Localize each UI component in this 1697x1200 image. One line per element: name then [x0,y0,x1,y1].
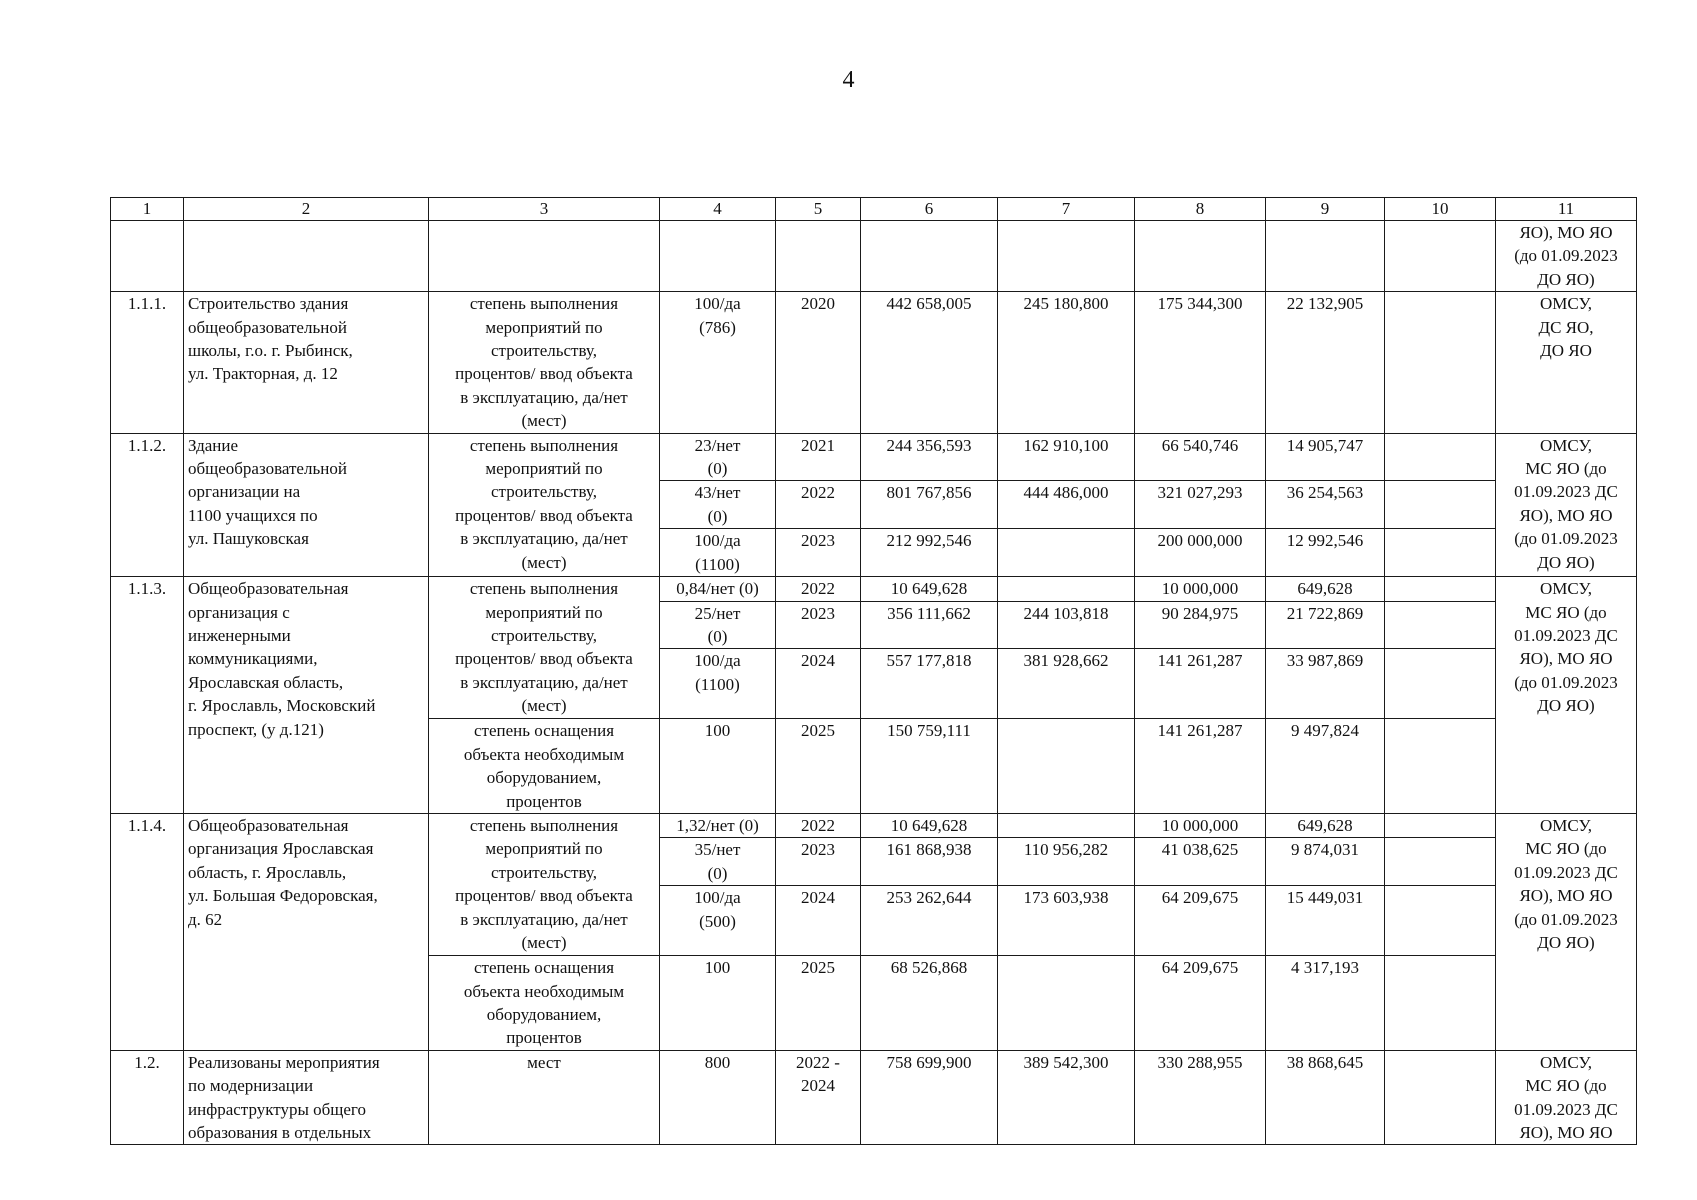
amount-cell [1385,956,1496,1051]
executor-cell: ОМСУ, МС ЯО (до 01.09.2023 ДС ЯО), МО ЯО (до 01.09.2023 ДО ЯО) [1496,577,1637,814]
col-header: 7 [998,198,1135,221]
year-cell: 2023 [776,838,861,886]
col-header: 3 [429,198,660,221]
col-header: 5 [776,198,861,221]
year-cell: 2020 [776,292,861,433]
amount-cell: 200 000,000 [1135,529,1266,577]
amount-cell [1385,433,1496,481]
amount-cell: 110 956,282 [998,838,1135,886]
amount-cell [1385,529,1496,577]
col-header: 9 [1266,198,1385,221]
amount-cell: 381 928,662 [998,649,1135,719]
amount-cell: 68 526,868 [861,956,998,1051]
item-number: 1.1.1. [111,292,184,433]
year-cell: 2025 [776,719,861,814]
amount-cell: 389 542,300 [998,1050,1135,1145]
item-name: Здание общеобразовательной организации на 1100 учащихся по ул. Пашуковская [184,433,429,576]
value-cell: 23/нет (0) [660,433,776,481]
value-cell: 0,84/нет (0) [660,577,776,601]
amount-cell: 245 180,800 [998,292,1135,433]
column-number-row [111,198,1637,221]
col-header: 4 [660,198,776,221]
indicator-cell: мест [429,1050,660,1145]
year-cell: 2022 [776,577,861,601]
amount-cell: 9 497,824 [1266,719,1385,814]
amount-cell [998,956,1135,1051]
amount-cell: 244 356,593 [861,433,998,481]
executor-cell: ОМСУ, МС ЯО (до 01.09.2023 ДС ЯО), МО ЯО [1496,1050,1637,1145]
indicator-cell: степень выполнения мероприятий по строительству, процентов/ ввод объекта в эксплуатацию, да/нет (мест) [429,577,660,719]
amount-cell: 253 262,644 [861,886,998,956]
year-cell: 2025 [776,956,861,1051]
amount-cell: 175 344,300 [1135,292,1266,433]
col-header: 1 [111,198,184,221]
amount-cell [998,577,1135,601]
year-cell: 2022 [776,481,861,529]
continuation-row [111,221,1637,292]
table-row [111,813,1637,837]
amount-cell: 212 992,546 [861,529,998,577]
amount-cell: 10 649,628 [861,577,998,601]
amount-cell: 10 000,000 [1135,577,1266,601]
executor-cell: ЯО), МО ЯО (до 01.09.2023 ДО ЯО) [1496,221,1637,292]
value-cell: 100/да (1100) [660,529,776,577]
amount-cell: 22 132,905 [1266,292,1385,433]
item-number: 1.1.4. [111,813,184,1050]
amount-cell: 356 111,662 [861,601,998,649]
col-header: 10 [1385,198,1496,221]
value-cell: 100/да (500) [660,886,776,956]
amount-cell: 444 486,000 [998,481,1135,529]
year-cell: 2023 [776,601,861,649]
col-header: 6 [861,198,998,221]
amount-cell: 41 038,625 [1135,838,1266,886]
year-cell: 2024 [776,649,861,719]
item-number: 1.1.3. [111,577,184,814]
amount-cell: 14 905,747 [1266,433,1385,481]
item-number: 1.2. [111,1050,184,1145]
amount-cell [1385,292,1496,433]
program-table [110,197,1637,1145]
amount-cell [1385,813,1496,837]
amount-cell: 64 209,675 [1135,886,1266,956]
amount-cell: 4 317,193 [1266,956,1385,1051]
col-header: 8 [1135,198,1266,221]
amount-cell: 64 209,675 [1135,956,1266,1051]
year-cell: 2022 [776,813,861,837]
amount-cell: 649,628 [1266,813,1385,837]
amount-cell: 801 767,856 [861,481,998,529]
amount-cell: 141 261,287 [1135,649,1266,719]
amount-cell: 321 027,293 [1135,481,1266,529]
executor-cell: ОМСУ, МС ЯО (до 01.09.2023 ДС ЯО), МО ЯО (до 01.09.2023 ДО ЯО) [1496,813,1637,1050]
amount-cell [998,719,1135,814]
indicator-cell: степень выполнения мероприятий по строительству, процентов/ ввод объекта в эксплуатацию, да/нет (мест) [429,433,660,576]
value-cell: 25/нет (0) [660,601,776,649]
value-cell: 100/да (786) [660,292,776,433]
item-name: Строительство здания общеобразовательной школы, г.о. г. Рыбинск, ул. Тракторная, д. 12 [184,292,429,433]
year-cell: 2021 [776,433,861,481]
value-cell: 1,32/нет (0) [660,813,776,837]
amount-cell [1385,719,1496,814]
amount-cell [1385,649,1496,719]
executor-cell: ОМСУ, ДС ЯО, ДО ЯО [1496,292,1637,433]
amount-cell [998,813,1135,837]
col-header: 11 [1496,198,1637,221]
amount-cell: 90 284,975 [1135,601,1266,649]
value-cell: 100 [660,956,776,1051]
item-number: 1.1.2. [111,433,184,576]
indicator-cell: степень выполнения мероприятий по строительству, процентов/ ввод объекта в эксплуатацию, да/нет (мест) [429,292,660,433]
table-row [111,433,1637,481]
amount-cell: 36 254,563 [1266,481,1385,529]
amount-cell [1385,886,1496,956]
amount-cell: 557 177,818 [861,649,998,719]
amount-cell [1385,601,1496,649]
amount-cell: 15 449,031 [1266,886,1385,956]
amount-cell: 10 649,628 [861,813,998,837]
col-header: 2 [184,198,429,221]
page-number: 4 [842,67,855,93]
table-row [111,1050,1637,1145]
table-row [111,577,1637,601]
amount-cell: 12 992,546 [1266,529,1385,577]
amount-cell: 150 759,111 [861,719,998,814]
indicator-cell: степень оснащения объекта необходимым оборудованием, процентов [429,956,660,1051]
amount-cell [1385,1050,1496,1145]
year-cell: 2022 - 2024 [776,1050,861,1145]
amount-cell [1385,838,1496,886]
value-cell: 100/да (1100) [660,649,776,719]
executor-cell: ОМСУ, МС ЯО (до 01.09.2023 ДС ЯО), МО ЯО (до 01.09.2023 ДО ЯО) [1496,433,1637,576]
amount-cell [1385,481,1496,529]
amount-cell: 33 987,869 [1266,649,1385,719]
value-cell: 43/нет (0) [660,481,776,529]
year-cell: 2023 [776,529,861,577]
indicator-cell: степень оснащения объекта необходимым оборудованием, процентов [429,719,660,814]
item-name: Реализованы мероприятия по модернизации инфраструктуры общего образования в отдельных [184,1050,429,1145]
amount-cell: 244 103,818 [998,601,1135,649]
amount-cell: 21 722,869 [1266,601,1385,649]
table-row [111,292,1637,433]
value-cell: 35/нет (0) [660,838,776,886]
year-cell: 2024 [776,886,861,956]
amount-cell: 9 874,031 [1266,838,1385,886]
item-name: Общеобразовательная организация с инженерными коммуникациями, Ярославская область, г. Ярославль, Московский проспект, (у д.121) [184,577,429,814]
amount-cell: 38 868,645 [1266,1050,1385,1145]
amount-cell [1385,577,1496,601]
amount-cell: 161 868,938 [861,838,998,886]
amount-cell: 758 699,900 [861,1050,998,1145]
value-cell: 800 [660,1050,776,1145]
amount-cell [998,529,1135,577]
amount-cell: 173 603,938 [998,886,1135,956]
amount-cell: 330 288,955 [1135,1050,1266,1145]
amount-cell: 66 540,746 [1135,433,1266,481]
amount-cell: 649,628 [1266,577,1385,601]
indicator-cell: степень выполнения мероприятий по строительству, процентов/ ввод объекта в эксплуатацию, да/нет (мест) [429,813,660,955]
value-cell: 100 [660,719,776,814]
amount-cell: 162 910,100 [998,433,1135,481]
amount-cell: 141 261,287 [1135,719,1266,814]
amount-cell: 10 000,000 [1135,813,1266,837]
amount-cell: 442 658,005 [861,292,998,433]
item-name: Общеобразовательная организация Ярославская область, г. Ярославль, ул. Большая Федоровская, д. 62 [184,813,429,1050]
